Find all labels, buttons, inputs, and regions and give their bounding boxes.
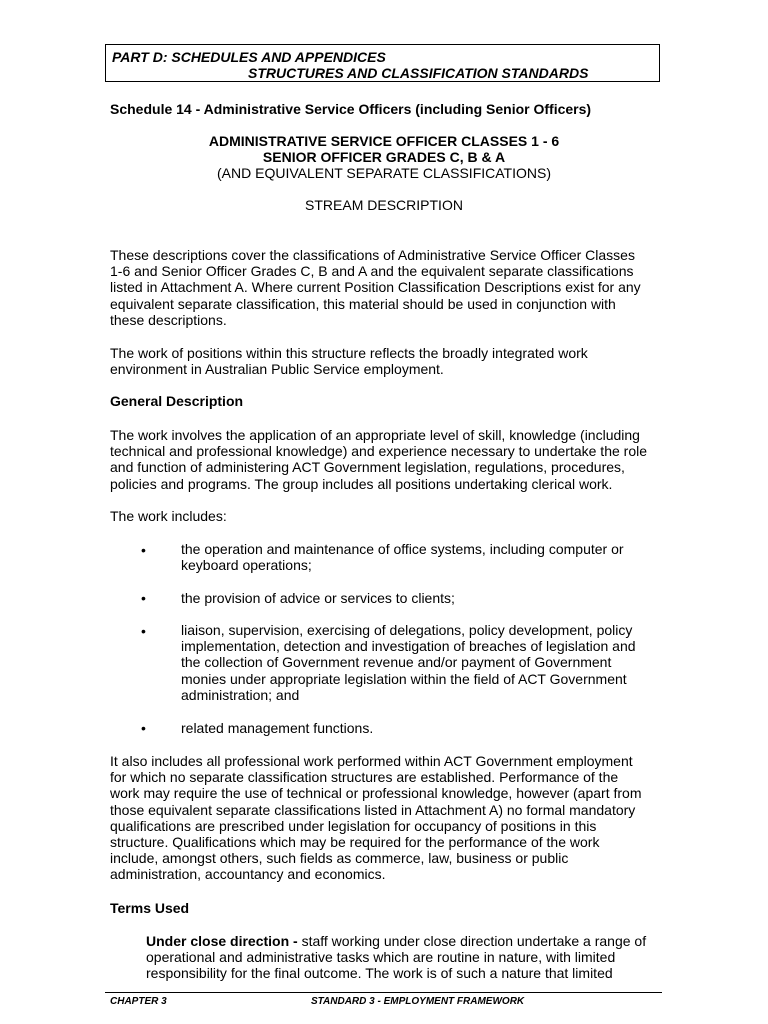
paragraph-line: technical and professional knowledge) and experience necessary to undertake the role [110,443,648,460]
definition-text: staff working under close direction undertake a range of [297,933,647,949]
close-direction-term: Under close direction - [146,933,298,949]
paragraph-line: administration, accountancy and economics. [110,866,386,883]
paragraph-line: structure. Qualifications which may be required for the performance of the work [110,834,600,851]
definition-first-line [146,933,646,949]
paragraph-line: policies and programs. The group includes all positions undertaking clerical work. [110,475,613,492]
intro-paragraph [110,247,670,328]
paragraph-line: qualifications are prescribed under legislation for occupancy of positions in this [110,817,597,834]
bullet-marker: • [141,623,146,639]
bullet-line: liaison, supervision, exercising of delegations, policy development, policy [181,622,633,638]
stream-description-title: STREAM DESCRIPTION [305,197,463,213]
professional-work-paragraph [110,753,670,883]
paragraph-line: work may require the use of technical or professional knowledge, however (apart from [110,785,642,802]
paragraph-line: environment in Australian Public Service employment. [110,361,444,378]
header-part-title: PART D: SCHEDULES AND APPENDICES [112,49,386,65]
bullet-item-liaison [181,622,636,703]
bullet-line: related management functions. [181,720,374,736]
paragraph-line: The work of positions within this structure reflects the broadly integrated work [110,345,588,361]
bullet-line: monies under appropriate legislation within the field of ACT Government [181,670,627,687]
bullet-item-office-systems [181,541,624,573]
paragraph-line: equivalent separate classification, this material should be used in conjunction with [110,295,616,312]
class-title-line2: SENIOR OFFICER GRADES C, B & A [262,149,506,165]
header-section-title: STRUCTURES AND CLASSIFICATION STANDARDS [248,65,589,81]
bullet-line: the collection of Government revenue and/or payment of Government [181,654,612,671]
header-box [105,44,660,82]
paragraph-line: those equivalent separate classifications listed in Attachment A) no formal mandatory [110,801,636,818]
class-title-line3: (AND EQUIVALENT SEPARATE CLASSIFICATIONS) [217,165,551,181]
paragraph-line: The work involves the application of an appropriate level of skill, knowledge (including [110,427,640,443]
work-structure-paragraph [110,345,670,377]
bullet-line: administration; and [181,686,300,703]
footer-chapter: CHAPTER 3 [110,996,167,1007]
footer-standard: STANDARD 3 - EMPLOYMENT FRAMEWORK [311,996,525,1007]
schedule-title: Schedule 14 - Administrative Service Officers (including Senior Officers) [110,101,592,117]
bullet-line: the provision of advice or services to clients; [181,590,455,606]
definition-line: responsibility for the final outcome. The work is of such a nature that limited [146,965,613,982]
paragraph-line: listed in Attachment A. Where current Position Classification Descriptions exist for any [110,279,641,296]
bullet-item-advice [181,590,455,606]
bullet-item-management [181,720,373,736]
work-includes-intro: The work includes: [110,508,227,524]
paragraph-line: It also includes all professional work performed within ACT Government employment [110,753,633,769]
paragraph-line: include, amongst others, such fields as commerce, law, business or public [110,850,569,867]
paragraph-line: these descriptions. [110,311,227,328]
paragraph-line: and function of administering ACT Government legislation, regulations, procedures, [110,459,625,476]
terms-used-heading: Terms Used [110,900,190,916]
paragraph-line: 1-6 and Senior Officer Grades C, B and A and the equivalent separate classifications [110,263,634,280]
bullet-marker: • [141,720,146,736]
general-description-paragraph [110,427,670,492]
paragraph-line: for which no separate classification structures are established. Performance of the [110,769,619,786]
close-direction-definition [146,933,646,982]
footer-divider [105,992,662,993]
general-description-heading: General Description [110,393,244,409]
paragraph-line: These descriptions cover the classifications of Administrative Service Officer Classes [110,247,635,263]
bullet-line: keyboard operations; [181,557,312,574]
bullet-marker: • [141,542,146,558]
bullet-line: implementation, detection and investigation of breaches of legislation and [181,638,636,655]
bullet-line: the operation and maintenance of office systems, including computer or [181,541,624,557]
definition-line: operational and administrative tasks which are routine in nature, with limited [146,949,616,966]
class-title-line1: ADMINISTRATIVE SERVICE OFFICER CLASSES 1 - 6 [208,133,560,149]
bullet-marker: • [141,590,146,606]
